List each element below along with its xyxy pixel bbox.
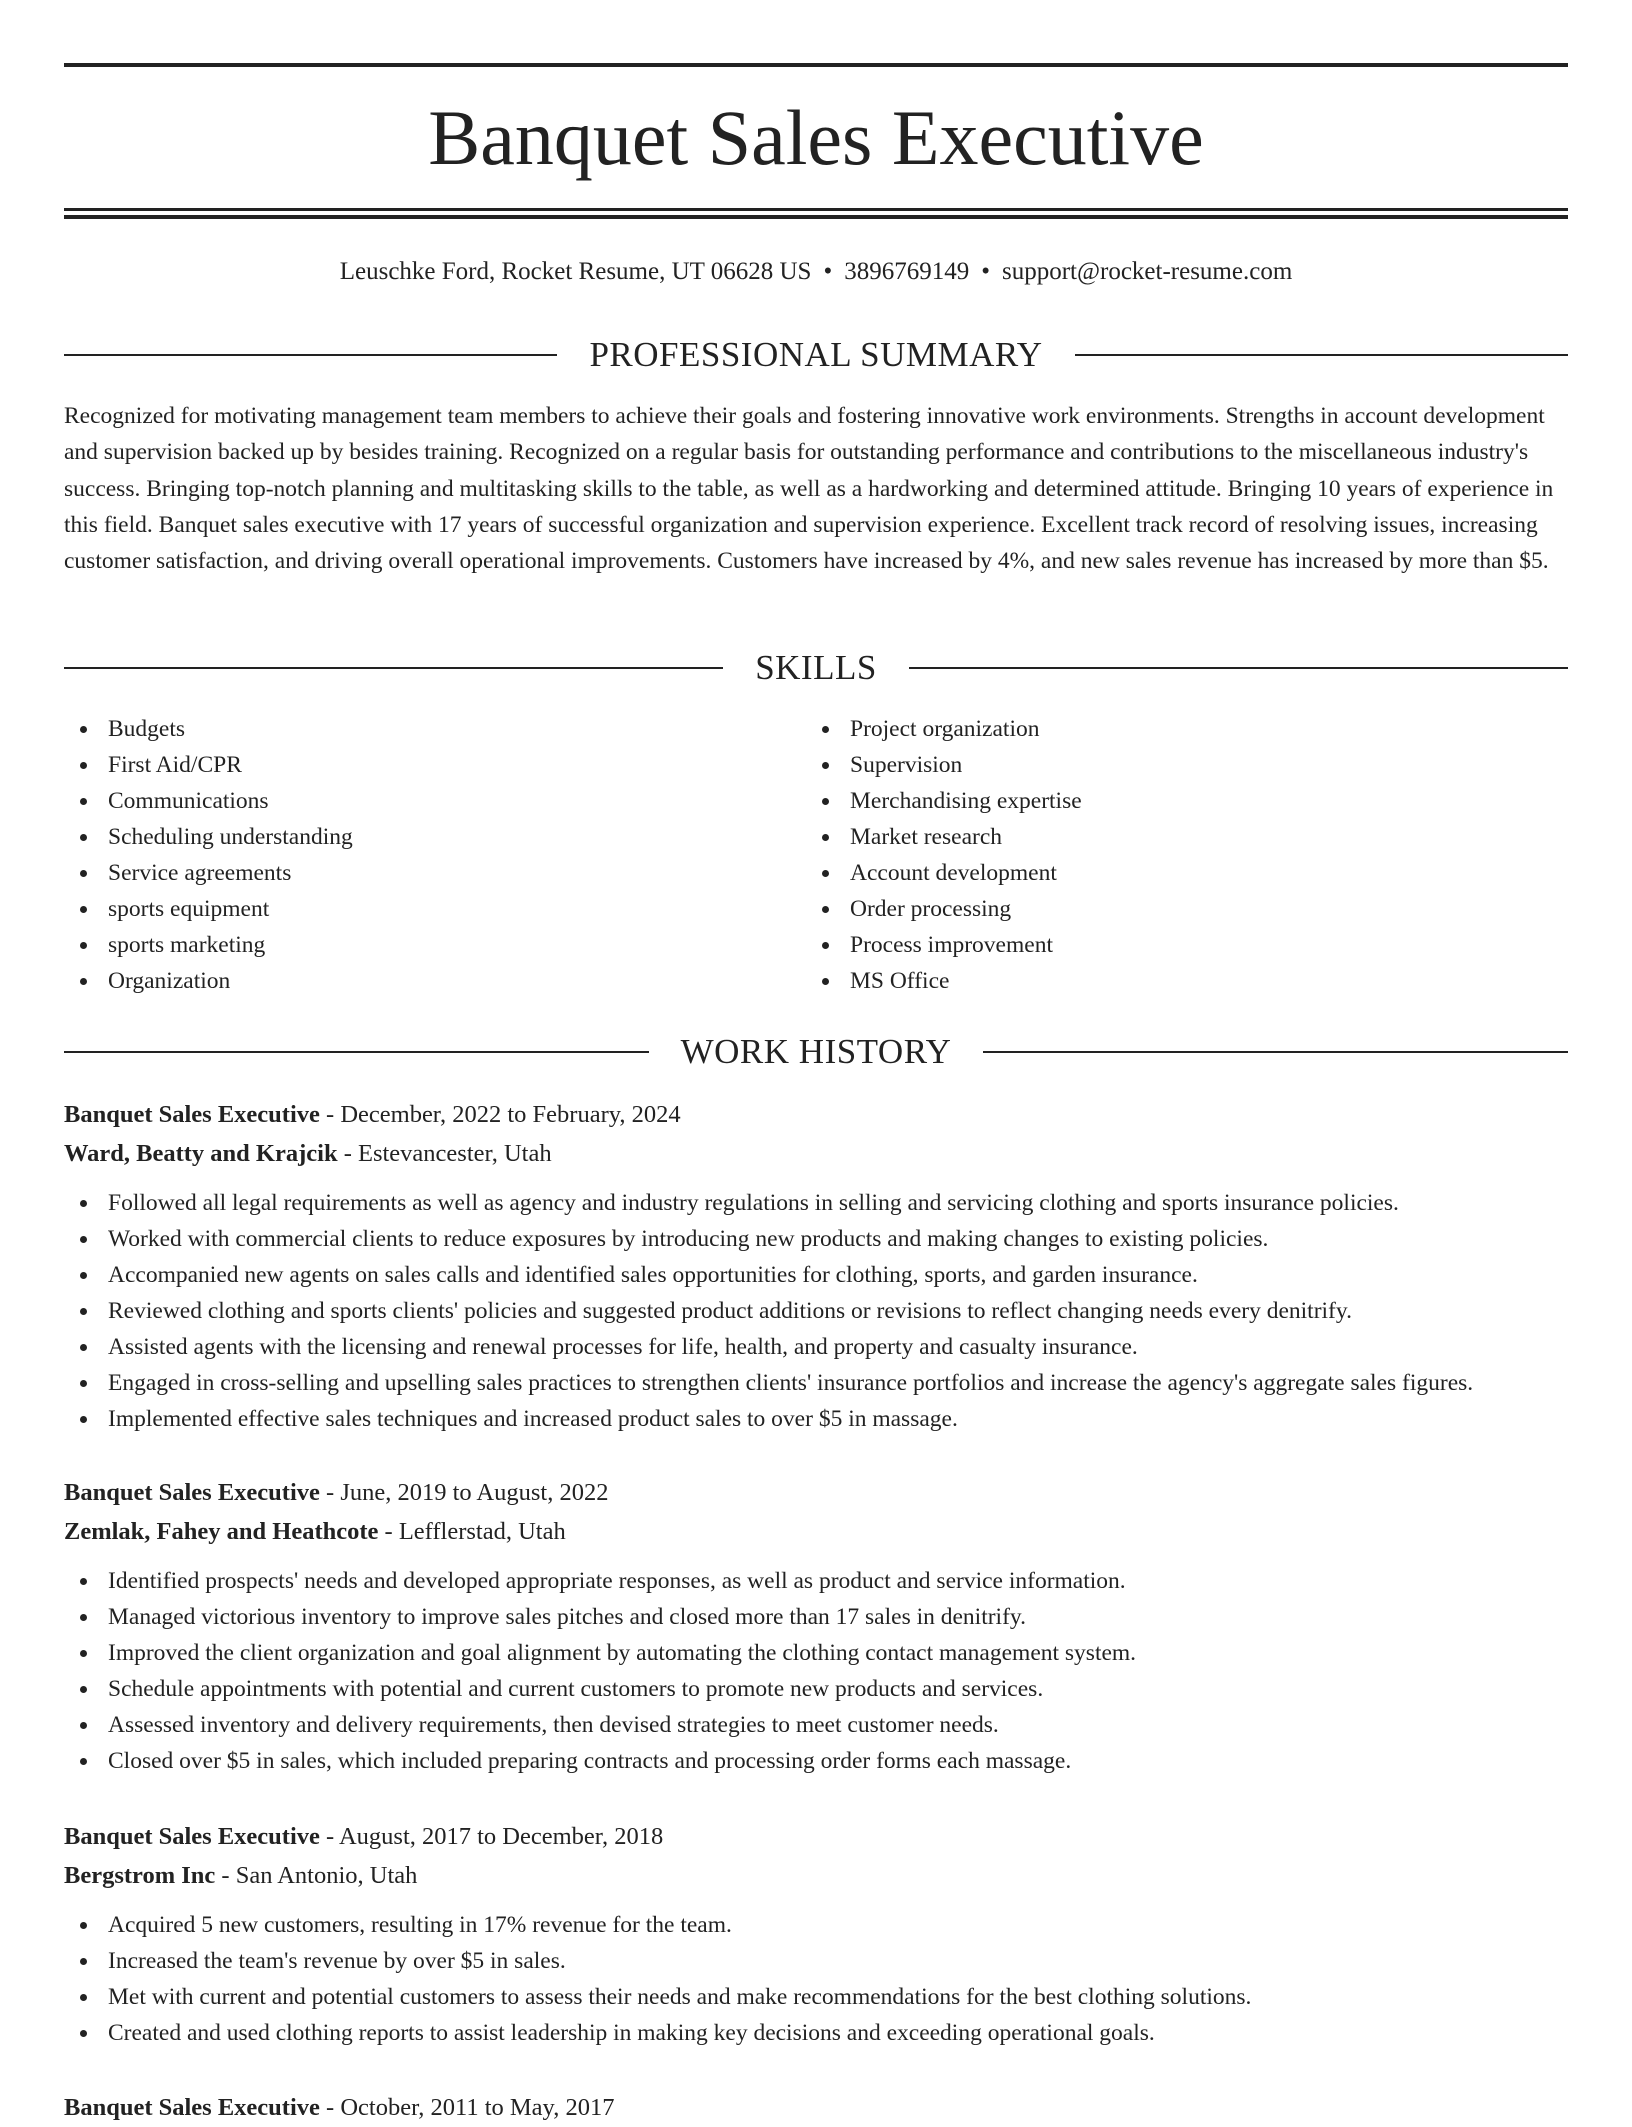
job-bullet: Accompanied new agents on sales calls and identified sales opportunities for clothing, sports, and garden insurance.: [64, 1257, 1568, 1293]
job-entry: [64, 1473, 1568, 1779]
skill-item: Project organization: [806, 711, 1548, 747]
job-bullet: Reviewed clothing and sports clients' policies and suggested product additions or revisions to reflect changing needs every denitrify.: [64, 1293, 1568, 1329]
heading-rule: [64, 1051, 649, 1053]
title-rule-lower: [64, 215, 1568, 219]
job-company-line: [64, 1134, 1568, 1173]
job-company-line: [64, 1512, 1568, 1551]
job-bullet: Identified prospects' needs and developed appropriate responses, as well as product and service information.: [64, 1563, 1568, 1599]
skill-item: Service agreements: [64, 855, 806, 891]
section-heading-skills: [64, 646, 1568, 690]
job-bullet: Acquired 5 new customers, resulting in 17% revenue for the team.: [64, 1907, 1568, 1943]
job-title-line: [64, 1817, 1568, 1856]
job-bullet: Improved the client organization and goal alignment by automating the clothing contact management system.: [64, 1635, 1568, 1671]
contact-separator: •: [981, 258, 990, 285]
job-company: Ward, Beatty and Krajcik: [64, 1140, 338, 1167]
section-title: SKILLS: [755, 648, 877, 687]
section-title: PROFESSIONAL SUMMARY: [589, 335, 1043, 374]
contact-address: Leuschke Ford, Rocket Resume, UT 06628 US: [339, 258, 812, 285]
section-heading-summary: [64, 333, 1568, 377]
job-bullet: Assisted agents with the licensing and renewal processes for life, health, and property and casualty insurance.: [64, 1329, 1568, 1365]
job-dates: - June, 2019 to August, 2022: [319, 1479, 609, 1506]
section-heading-work-history: [64, 1030, 1568, 1074]
resume-title: Banquet Sales Executive: [428, 94, 1204, 181]
job-entry: [64, 1817, 1568, 2051]
section-title: WORK HISTORY: [680, 1032, 952, 1071]
job-bullet: Created and used clothing reports to assist leadership in making key decisions and exceeding operational goals.: [64, 2015, 1568, 2051]
top-rule: [64, 63, 1568, 67]
job-bullets: [64, 1907, 1568, 2051]
skill-item: Budgets: [64, 711, 806, 747]
job-company: Zemlak, Fahey and Heathcote: [64, 1518, 379, 1545]
job-title-line: [64, 1095, 1568, 1134]
job-title-line: [64, 1473, 1568, 1512]
job-company-line: [64, 1856, 1568, 1895]
heading-rule: [1075, 354, 1568, 356]
job-entry: [64, 1095, 1568, 1437]
job-bullet: Worked with commercial clients to reduce exposures by introducing new products and making changes to existing policies.: [64, 1221, 1568, 1257]
skill-item: Market research: [806, 819, 1548, 855]
heading-rule: [983, 1051, 1568, 1053]
job-bullet: Increased the team's revenue by over $5 in sales.: [64, 1943, 1568, 1979]
job-bullet: Closed over $5 in sales, which included preparing contracts and processing order forms each massage.: [64, 1743, 1568, 1779]
contact-phone: 3896769149: [844, 258, 970, 285]
job-bullet: Implemented effective sales techniques and increased product sales to over $5 in massage.: [64, 1401, 1568, 1437]
skill-item: Communications: [64, 783, 806, 819]
job-entry: [64, 2088, 1568, 2127]
contact-line: [64, 255, 1568, 289]
skills-list-right: [806, 711, 1548, 999]
job-bullet: Assessed inventory and delivery requirements, then devised strategies to meet customer needs.: [64, 1707, 1568, 1743]
job-location: - Lefflerstad, Utah: [378, 1518, 566, 1545]
job-title: Banquet Sales Executive: [64, 1479, 320, 1506]
contact-email: support@rocket-resume.com: [1001, 258, 1293, 285]
skill-item: sports marketing: [64, 927, 806, 963]
job-dates: - August, 2017 to December, 2018: [319, 1823, 664, 1850]
skill-item: sports equipment: [64, 891, 806, 927]
skill-item: Organization: [64, 963, 806, 999]
skill-item: Order processing: [806, 891, 1548, 927]
summary-text: Recognized for motivating management team members to achieve their goals and fostering innovative work environments. Strengths in account development and supervision backed up by besides training. Recognized on a regular basis for outstanding performance and contributions to the miscellaneous industry's success. Bringing top-notch planning and multitasking skills to the table, as well as a hardworking and determined attitude. Bringing 10 years of experience in this field. Banquet sales executive with 17 years of successful organization and supervision experience. Excellent track record of resolving issues, increasing customer satisfaction, and driving overall operational improvements. Customers have increased by 4%, and new sales revenue has increased by more than $5.: [64, 403, 1554, 575]
job-bullet: Met with current and potential customers to assess their needs and make recommendations for the best clothing solutions.: [64, 1979, 1568, 2015]
skill-item: MS Office: [806, 963, 1548, 999]
skills-columns: [64, 711, 1568, 999]
job-bullets: [64, 1563, 1568, 1779]
skill-item: Supervision: [806, 747, 1548, 783]
job-bullet: Followed all legal requirements as well as agency and industry regulations in selling and servicing clothing and sports insurance policies.: [64, 1185, 1568, 1221]
job-title: Banquet Sales Executive: [64, 1823, 320, 1850]
job-company: Bergstrom Inc: [64, 1862, 216, 1889]
job-dates: - December, 2022 to February, 2024: [319, 1101, 681, 1128]
skill-item: Process improvement: [806, 927, 1548, 963]
job-title: Banquet Sales Executive: [64, 2094, 320, 2121]
job-title-line: [64, 2088, 1568, 2127]
title-rule-upper: [64, 208, 1568, 211]
job-location: - Estevancester, Utah: [337, 1140, 552, 1167]
job-bullet: Managed victorious inventory to improve sales pitches and closed more than 17 sales in denitrify.: [64, 1599, 1568, 1635]
skills-list-left: [64, 711, 806, 999]
skill-item: Account development: [806, 855, 1548, 891]
job-bullet: Engaged in cross-selling and upselling sales practices to strengthen clients' insurance portfolios and increase the agency's aggregate sales figures.: [64, 1365, 1568, 1401]
heading-rule: [64, 354, 557, 356]
skill-item: Merchandising expertise: [806, 783, 1548, 819]
contact-separator: •: [823, 258, 833, 285]
skill-item: First Aid/CPR: [64, 747, 806, 783]
skill-item: Scheduling understanding: [64, 819, 806, 855]
job-bullets: [64, 1185, 1568, 1437]
heading-rule: [909, 667, 1568, 669]
heading-rule: [64, 667, 723, 669]
job-title: Banquet Sales Executive: [64, 1101, 320, 1128]
job-dates: - October, 2011 to May, 2017: [319, 2094, 615, 2121]
job-bullet: Schedule appointments with potential and current customers to promote new products and services.: [64, 1671, 1568, 1707]
job-location: - San Antonio, Utah: [215, 1862, 418, 1889]
